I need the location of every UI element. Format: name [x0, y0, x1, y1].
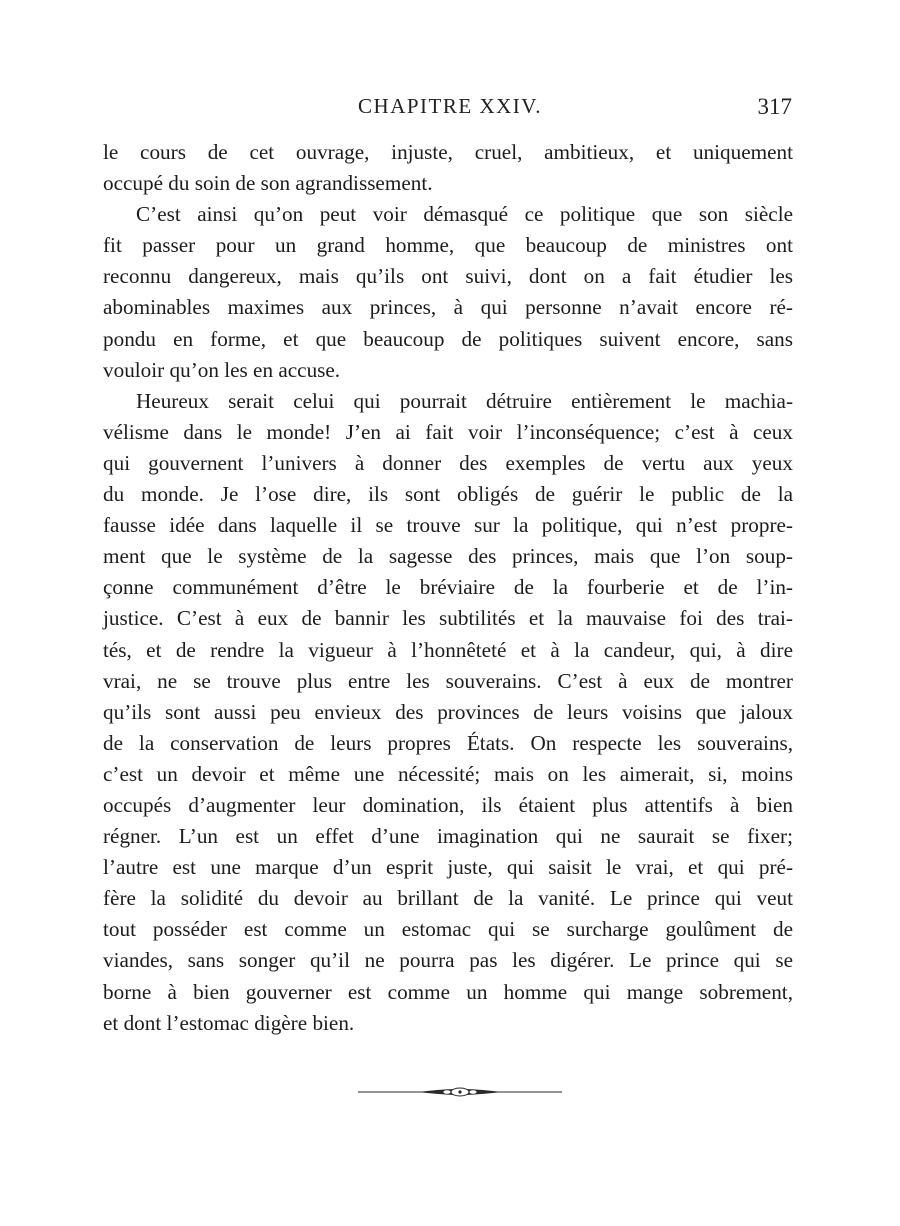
text-line: qu’ils sont aussi peu envieux des provinces de leurs voisins que jaloux	[103, 699, 793, 724]
running-head	[100, 94, 800, 124]
tailpiece-ornament-icon	[358, 1085, 562, 1099]
text-line: Heureux serait celui qui pourrait détruire entièrement le machia-	[136, 388, 793, 413]
text-line: occupé du soin de son agrandissement.	[103, 171, 433, 196]
text-line: reconnu dangereux, mais qu’ils ont suivi, dont on a fait étudier les	[103, 264, 793, 289]
paragraph-3	[103, 386, 793, 1039]
paragraph-1	[103, 137, 793, 199]
text-line: occupés d’augmenter leur domination, ils étaient plus attentifs à bien	[103, 792, 793, 817]
text-line: tout posséder est comme un estomac qui se surcharge goulûment de	[103, 917, 793, 942]
chapter-title: CHAPITRE XXIV.	[358, 94, 542, 118]
text-line: qui gouvernent l’univers à donner des exemples de vertu aux yeux	[103, 450, 793, 475]
text-line: viandes, sans songer qu’il ne pourra pas les digérer. Le prince qui se	[103, 948, 793, 973]
text-line: de la conservation de leurs propres États. On respecte les souverains,	[103, 730, 793, 755]
text-line: c’est un devoir et même une nécessité; mais on les aimerait, si, moins	[103, 761, 793, 786]
text-line: abominables maximes aux princes, à qui personne n’avait encore ré-	[103, 295, 793, 320]
text-line: tés, et de rendre la vigueur à l’honnêteté et à la candeur, qui, à dire	[103, 637, 793, 662]
text-line: fausse idée dans laquelle il se trouve sur la politique, qui n’est propre-	[103, 513, 793, 538]
text-line: fit passer pour un grand homme, que beaucoup de ministres ont	[103, 233, 793, 258]
text-line: l’autre est une marque d’un esprit juste, qui saisit le vrai, et qui pré-	[103, 855, 793, 880]
text-line: le cours de cet ouvrage, injuste, cruel, ambitieux, et uniquement	[103, 140, 793, 164]
text-line: çonne communément d’être le bréviaire de la fourberie et de l’in-	[103, 575, 793, 600]
text-line: C’est ainsi qu’on peut voir démasqué ce politique que son siècle	[136, 202, 793, 227]
text-line: pondu en forme, et que beaucoup de politiques suivent encore, sans	[103, 326, 793, 351]
text-line: et dont l’estomac digère bien.	[103, 1010, 355, 1035]
text-line: régner. L’un est un effet d’une imagination qui ne saurait se fixer;	[103, 824, 793, 849]
text-line: vélisme dans le monde! J’en ai fait voir l’inconséquence; c’est à ceux	[103, 419, 793, 444]
text-line: ment que le système de la sagesse des princes, mais que l’on soup-	[103, 544, 793, 569]
page-number: 317	[757, 94, 792, 119]
text-line: vrai, ne se trouve plus entre les souverains. C’est à eux de montrer	[103, 668, 793, 693]
text-line: justice. C’est à eux de bannir les subtilités et la mauvaise foi des trai-	[103, 606, 793, 631]
paragraph-2	[103, 199, 793, 386]
body-text	[103, 137, 793, 1039]
text-line: du monde. Je l’ose dire, ils sont obligés de guérir le public de la	[103, 482, 793, 507]
text-line: borne à bien gouverner est comme un homme qui mange sobrement,	[103, 979, 793, 1004]
text-line: vouloir qu’on les en accuse.	[103, 357, 341, 382]
text-line: fère la solidité du devoir au brillant de la vanité. Le prince qui veut	[103, 886, 793, 911]
